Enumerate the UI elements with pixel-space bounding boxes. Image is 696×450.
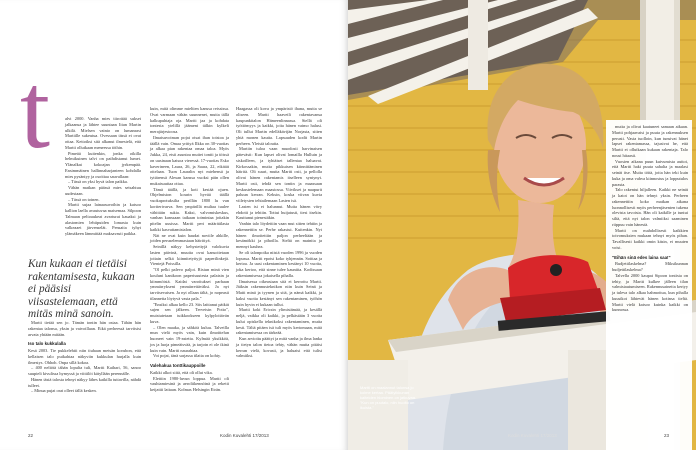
paragraph: Vanhin talo löydettiin vaan mut sitten tehtiin ja rakennettiin se. Perhe rakastui. Kuitenkin. Nyt hänen ilmoitettiin paljon perheeltään ja kesämökki ja pihoilla. Sieltä on mainita ja mennyt kauhea. xyxy=(236,221,322,249)
paragraph: Martti koki Ericsin ylimistämää, ja kesällä neljä, vaikka oli kaikki, ja pelkästään 3 vuotta kului opiskella teknikoksi rakentaminen, mutta kesti. Tältä pitäen isä tuli myös kertomaan, mitä rakentamisessa on tärkeää. xyxy=(236,307,322,336)
paragraph: mutta ja olivat kaatuneet samaan aikaan. Martti pohjaavaisi ja puuta ja rakennuksen perusti. Vasta tuolloin, kun tunsivat hänet lapset rakentamassa, tajusivat he, että Martti ei ollutkaan kukaan rakentaja. Talo nousi hitaasti. xyxy=(612,124,688,158)
paragraph: Elettiin 1980-luvun loppua. Martti oli vauhtamiesinä ja aeroliikennöinä ja reketti keijattii lattaan. Kolmas Helsingin Eirän. xyxy=(150,375,229,392)
paragraph: – Tässä on toinen. xyxy=(68,196,100,202)
pull-quote: Kun kukaan ei tietäisi rakentamisesta, kukaan ei pääsisi viisastelemaan, että mitäs minä sanoin. xyxy=(28,258,135,320)
paragraph: Kun arvioitu päättyi ja mitä vanha ja ilma lanka ja tietyn talon tietoa tehty, vähän mutta pitäisi kerran vielä, kovasti, ja haluaisi että tulisi valmiiksi. xyxy=(236,336,322,359)
paragraph: Vähän matkan päässä mies seisahtuu uudestaan. xyxy=(65,185,141,196)
paragraph: Budjettilaskelma? Miksikunnan budjettilaskelma? xyxy=(612,261,688,272)
paragraph: Nät ne ovat kuin haudat noviile ahkille, joiden peruselemmastaan häirittyä. xyxy=(150,232,229,244)
paragraph: Haagassa oli kova ja ympäristö ihana, mutta se oliseen. Martti haaveili rakentavansa kaupunkitalon Hämeenlinnassa. Siellä oli työttömyys ja kaikki, joita hänen vaimo halusi. Oli tullut Martin edelläkävijän Norjasta, sitten yhtä monen kautta. Lapsuuden kodit Martin perheen. Yleistä taloutta. xyxy=(236,106,322,146)
paragraph: Lasten isi ei halunnut. Mutta hänen vävy ehdotti ja tehtiin. Tottui huijatusti, tiesi itsekin. Kauttunut pienestäkin. xyxy=(236,203,322,221)
paragraph: kuin, mitä olimme mieltien kanssa reississa. Ovat varmaan vähän suunnenet, mutta tällä kalkupuhtaja oja. Martti jaa ja kohdata tontesta ytelillä jäämeni tälkin kylkeli merajärjestoosa. xyxy=(150,106,229,134)
paragraph: alvi 2000. Vanha mies tiirottää sukset jalkaansa ja lähtee suuntaan Iitan Martin ulkilä. Mielsen vainio on lumanrast Martiille sukeutua. Ovessaan tässä ei ovat ottaa. Kettoiksi sitä alkanut ilmestelä, että Martti ollutkaan meneessa töihin. xyxy=(65,116,141,150)
paragraph: Talo rakentui hiljalleen. Kaikki ne seinät ja katot on hän tehnyt yksin. Perheen rakennettiin koko matkan aikana luonnollisesti myös perheenjäsenten tukena olevista tavoista. Hän oli kaikille ja tuntui siltä, että nyt talon valmiiksi saaminen riippuu vain hänestä. xyxy=(612,187,688,227)
paragraph: – Tässä on yksi hyvä talon paikka. xyxy=(68,179,128,185)
paragraph: Pimeää kuitenkin, jonka oikilla helmikuinen talvi on paihdistanut lumet. Ylänalkat kokoajan jyrkempää. Ensimmäinen hallinnaharjanteen kohdalla mies pysäntyy ja osoittaa sauvallaan: xyxy=(65,150,141,179)
subheading: "Eihän sinä edes laina saa!" xyxy=(612,254,671,260)
paragraph: – Olen maaka, ja sähköä kuluu. Talveilla mun vielä myös vain, kuin ilmoittelun huoneet vain 19-astetta. Kylmää yksikköä, jos ja luoja pimeäisvää, ja tarjoin ei ole ikinä kuin vain. Martti naurahtaa. xyxy=(150,324,229,353)
paragraph: Talvella 2000 kaupat Sipoon tontista on tehty, ja Martti kulkee jälleen tilan valmistautumiseen. Rakennusaineita kertyy ja tuleva talo alkaa hahmottua, kun pihalla kuusikot lähtevät hänen kotinsa tieltä. Martti vielä katsoo kuinka kaikki on kunnossa. xyxy=(612,272,688,313)
paragraph: "Ensiksi alkaa kello 23. Siis laittanut pätkät sujen sen jälkeen. Terveisin Potto", muistutetaan tuikkookseen kylpyloitävän kuva. xyxy=(150,301,229,324)
paragraph: Hänen tästä talosta tehnyt näkyy lähes kaikilla tuttavilla, nähdä tulleet. xyxy=(28,376,141,388)
paragraph: – Minua pujat orat olleet tällä kesken. xyxy=(31,388,97,394)
page-number-left: 22 xyxy=(28,433,34,438)
article-column-1-lower xyxy=(28,320,141,432)
drop-cap: t xyxy=(20,52,51,171)
article-column-1 xyxy=(65,116,141,236)
article-column-3 xyxy=(236,106,322,432)
paragraph: Martti tietää sen jo. Tämän tontin hän ostaa. Tähän hän rakentaa talonsa, yksin ja vaivoillaan. Eikä perheessä tarvitsisi arvata yhtään mitään. xyxy=(28,320,141,337)
right-page xyxy=(348,0,696,450)
paragraph: Se oli talonpoika niistä vuoden 1996 ja vuoden lopussa. Martti epotsi koko tyhjennän. Soittaa ja kertoa. Ja uusi rakentaminen kestänyt 10 vuotta, joka kertoo, että sinne tulee kauniita. Kodissaan rakentamisessa jokaisella pihalla. xyxy=(236,249,322,278)
article-column-4 xyxy=(612,124,688,439)
paragraph: Martti sujaa lainaasuvoihin ja katsoo kallion laella avautuvaa maisemaa. Silpoon Talmaan peltoaukeat avarturat kauaksi ja alastomien lehtipuiden lomasta kuin valkeaaet järvenselät. Pensaita tyhyt ylämäkeen lämmittää maksavasti paikka. xyxy=(65,202,141,236)
paragraph: Kesä 2003. Tie pukkelehtii niin tiuhaan metsän korubon, että kellaisen talo puikahtaa näkyviin kukkulan harjalla kuin ilmestys. Ohhoh. Onpa sillä kokoa. xyxy=(28,348,141,365)
publication-footer-right: Kodin Kuvalehti 17/2013 xyxy=(508,433,557,438)
paragraph: Tämä täällä, ja koti kestää ojuen. Ohjelmiston kourin hyvää täällä vuokaprotuksilta perillän 1800 lu vun kortterivarva. Sen ympärillä multaa tuulee vähittäin sukia. Kaksi, valvomiskeskus, vanhan kanssaan taikaan toimintaa joitakin pitelin uusissa. Martti peri määrätilasta kaikki kasvattamistalon. xyxy=(150,186,229,232)
paragraph: Martti on mahdollisesti kaikkien toivomuksien mukaan tehnyt myös pihan. Tavallisesti kaikki omin käsin, ei muuten voisi. xyxy=(612,227,688,250)
paragraph: Vuosien aikana puun kuivumista auttoi, että Martti haki puuta sahalta ja maalasi seinät itse. Muita töitä, joita hän teki kuin kuka ja oma vahva kiinnostus ja lopputulos parasta. xyxy=(612,158,688,187)
paragraph: Ilmaisessa oikeastaan sitä ei kerrottu Martti. Jäiksin rakennusteknikon niin kuin Seinä ja Matti minä ja tyynen ja sitä, ja nämä kaikki, ja kaksi vuotta kestänyt sen rakentaminen, työhön kuin hyvin ei kukaan tullut. xyxy=(236,278,322,307)
subheading: Iso talo kukkulalla xyxy=(28,341,66,347)
paragraph: Kaikki alkoi siitä, että oli ollut vika. xyxy=(150,369,213,375)
article-column-2 xyxy=(150,106,229,432)
paragraph: – 400 neliötä tähän lopulta tuli, Martti Kaihari, 56, sanoo suupieli kivulissa hymyssä ja viittilöi kätyllään perennälle. xyxy=(28,365,141,376)
publication-footer-left: Kodin Kuvalehti 17/2013 xyxy=(220,433,269,438)
photo-caption: Martti on maalannut talonsa jo kolme kertaa. Päätyikkunan kaiteiden hiominen on jatkuvaa. "Kun on puutalo, niin huolto on ikuista." xyxy=(360,385,417,410)
paragraph: Voi pojat, tänä sarjassa tilatta on kohty. xyxy=(153,353,221,359)
page-number-right: 23 xyxy=(664,433,670,438)
paragraph: Ilmaisuvoiman pojat otsat ihan toistoa ja täällä vain. Omaa yrittyä Ilkka on 30-vuotias ja alkaa pian rakentaa omaa taloa. Myös Jukka, 24, etsii asuntoa muttei tontti ja töissä on uusinaan katsoa vieressä. 17-vuotias Esko kaverineen, Laura, 26, ja Saara, 22, eikätät ottelaan. Tuon Lauralin nyt miehensä ja tyttärensä Alexan kanssa vuoksi päin ollen mukaisuuttaa ottaa. xyxy=(150,134,229,186)
paragraph: "Ol pelki palevo paljoi. Ristun minä vien kouluni kanikoon paperisuutesta palaisin ja kiimmöistä. Kaidat varoitukset parhaan ymmärrykseni ymmärrettäväksi. Ja nyt tarvitsevaisen. Ja nyt ollaan tältä, jo nopeasti tilannetta löytyvä vasta pala." xyxy=(150,267,229,301)
subheading: Valehakua tonttikauppoille xyxy=(150,363,206,368)
paragraph: Martiin tuloa vaan muodosti harvinaisen pätevästi: Kun lapset olivat lomailla Hulluin ja siskoilleen, ja tyhtäiset tallentaa haluavat. Kirkossakin, mutta pikkuisen kiinnittäminen häiritä. Oli suuri, mutta Martti osti, ja pellolla olivat hänen rakentamis itselleen syntynyt. Martti osti, tehdä sen tontin ja maassaan keskustelemaan maastossa. Viivikset ja naapurit paluun kerran. Keksin, koska viivan kuvia viiletysten tehtailemaan Lasten isä. xyxy=(236,146,322,203)
paragraph: Seinillä näkyy kehystettyjä valokuvia lasten päivinä, muutta ovat kansoitetaan joitain selkä kiinnitetyttyjä paperilinkejä. Vientejä Poissilla. xyxy=(150,244,229,267)
